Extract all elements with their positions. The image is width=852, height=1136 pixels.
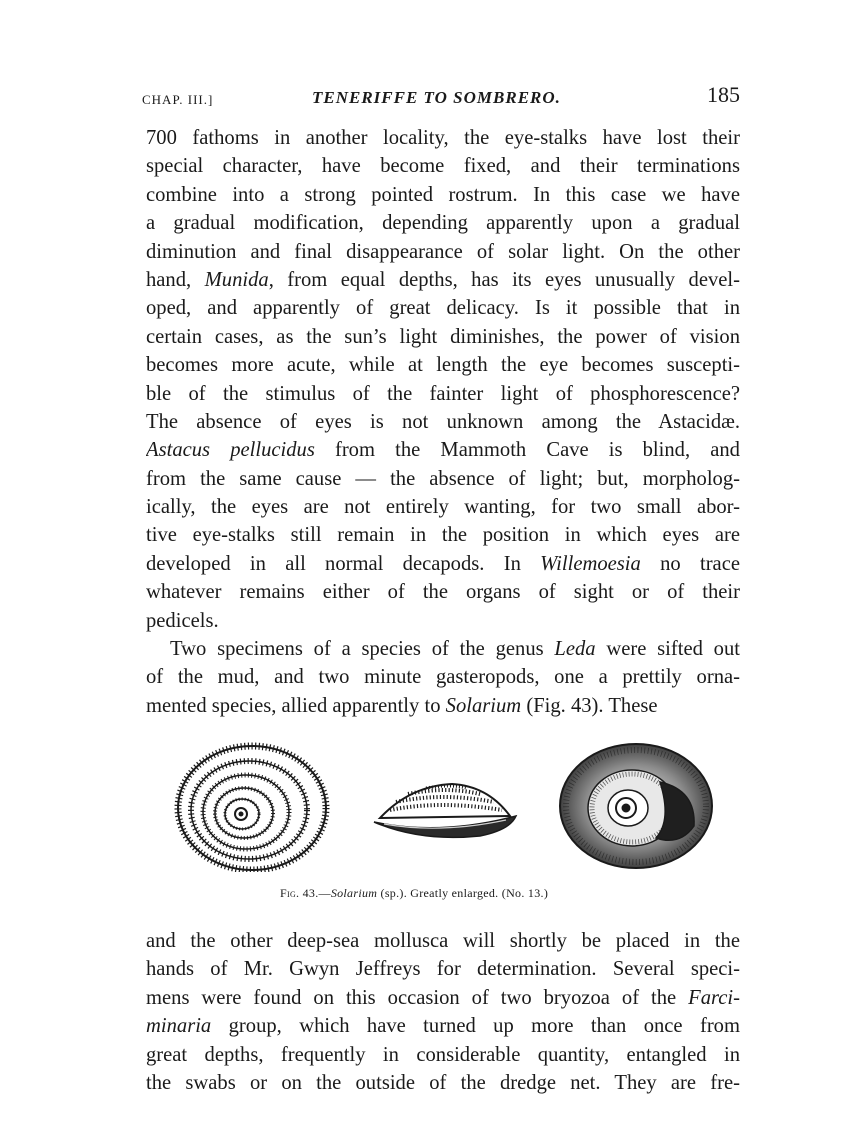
text-line (146, 607, 740, 635)
text-run: developed in all normal decapods. In (146, 552, 541, 575)
text-line (146, 323, 740, 351)
text-run: the swabs or on the outside of the dredge net. They are fre- (146, 1071, 740, 1094)
text-run: a gradual modification, depending apparently upon a gradual (146, 212, 740, 235)
text-line (146, 380, 740, 408)
text-run: pedicels. (146, 609, 219, 632)
text-line (146, 493, 740, 521)
italic-term: Munida (204, 268, 269, 291)
italic-term: Solarium (445, 694, 522, 717)
text-run: group, which have turned up more than once from (211, 1015, 740, 1038)
running-title: TENERIFFE TO SOMBRERO. (312, 88, 561, 107)
body-text-block-1 (146, 124, 740, 720)
text-run: great depths, frequently in considerable quantity, entangled in (146, 1043, 740, 1066)
page-number: 185 (707, 82, 740, 107)
text-run: becomes more acute, while at length the eye becomes suscepti- (146, 354, 740, 377)
text-run: mens were found on this occasion of two bryozoa of the (146, 986, 689, 1009)
text-run: hands of Mr. Gwyn Jeffreys for determination. Several speci- (146, 958, 740, 981)
text-line (146, 294, 740, 322)
caption-run: — (318, 886, 331, 900)
italic-term: minaria (146, 1015, 212, 1038)
text-line (146, 927, 740, 955)
text-run: tive eye-stalks still remain in the position in which eyes are (146, 524, 740, 547)
text-run: ble of the stimulus of the fainter light of phosphorescence? (146, 382, 740, 405)
text-run: diminution and final disappearance of solar light. On the other (146, 240, 740, 263)
text-run: from the same cause — the absence of light; but, morpholog- (146, 467, 740, 490)
text-run: , from equal depths, has its eyes unusually devel- (268, 268, 740, 291)
text-line (146, 984, 740, 1012)
text-line (146, 955, 740, 983)
text-run: special character, have become fixed, and their terminations (146, 155, 740, 178)
text-line (146, 692, 740, 720)
text-line (146, 124, 740, 152)
text-run: oped, and apparently of great delicacy. Is it possible that in (146, 297, 740, 320)
text-line (146, 1012, 740, 1040)
shell-spiral-top-view-illustration (172, 742, 332, 872)
text-run: certain cases, as the sun’s light diminishes, the power of vision (146, 325, 740, 348)
text-line (146, 436, 740, 464)
text-run: no trace (640, 552, 740, 575)
body-text-block-2 (146, 927, 740, 1097)
text-run: The absence of eyes is not unknown among the Astacidæ. (146, 410, 740, 433)
text-line (146, 181, 740, 209)
text-run: from the Mammoth Cave is blind, and (314, 439, 740, 462)
text-line (146, 521, 740, 549)
chapter-label: CHAP. III.] (142, 92, 214, 107)
shell-side-view-illustration (370, 780, 520, 850)
text-line (146, 152, 740, 180)
text-line (146, 209, 740, 237)
text-line (146, 635, 740, 663)
text-line (146, 550, 740, 578)
italic-term: Willemoesia (540, 552, 641, 575)
text-line (146, 663, 740, 691)
figure-43 (170, 742, 740, 872)
text-run: (Fig. 43). These (521, 694, 658, 717)
text-run: mented species, allied apparently to (146, 694, 446, 717)
text-line (146, 238, 740, 266)
caption-run: Fig. 43. (280, 886, 319, 900)
italic-term: Farci- (688, 986, 740, 1009)
text-line (146, 1041, 740, 1069)
text-line (146, 465, 740, 493)
text-line (146, 1069, 740, 1097)
italic-term: Astacus pellucidus (146, 439, 315, 462)
text-run: whatever remains either of the organs of sight or of their (146, 581, 740, 604)
text-run: and the other deep-sea mollusca will shortly be placed in the (146, 930, 740, 952)
text-line (146, 351, 740, 379)
text-run: hand, (146, 268, 205, 291)
text-line (146, 266, 740, 294)
italic-term: Leda (554, 638, 596, 661)
figure-caption (280, 886, 640, 901)
caption-run: (sp.). Greatly enlarged. (No. 13.) (377, 886, 549, 900)
text-run: Two specimens of a species of the genus (170, 638, 555, 661)
text-run: were sifted out (595, 638, 740, 661)
text-run: of the mud, and two minute gasteropods, one a prettily orna- (146, 666, 740, 689)
text-run: combine into a strong pointed rostrum. In this case we have (146, 183, 740, 206)
text-line (146, 578, 740, 606)
text-run: 700 fathoms in another locality, the eye-stalks have lost their (146, 127, 740, 149)
text-run: ically, the eyes are not entirely wanting, for two small abor- (146, 496, 740, 519)
italic-term: Solarium (330, 886, 378, 900)
page-header (142, 82, 740, 114)
shell-underside-view-illustration (556, 742, 716, 872)
text-line (146, 408, 740, 436)
